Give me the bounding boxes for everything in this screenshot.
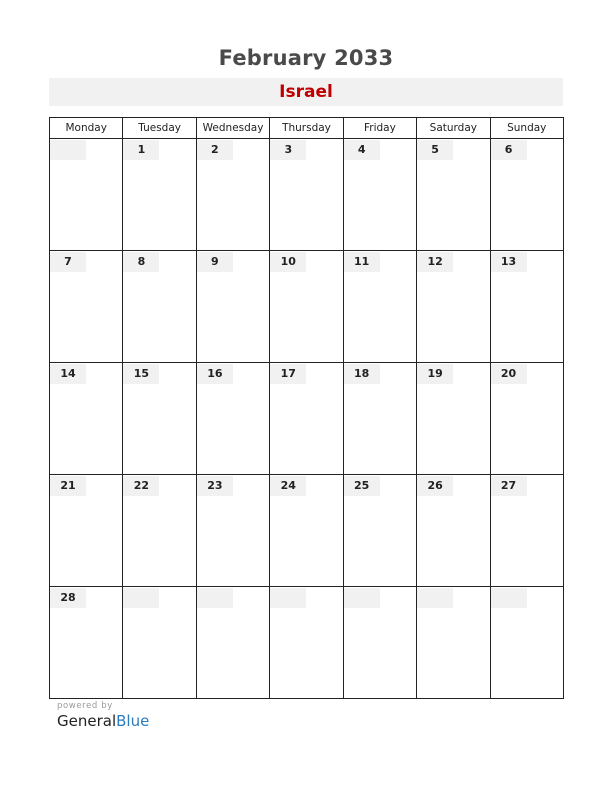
day-cell [270,475,343,587]
day-cell [50,251,123,363]
day-number: 26 [417,476,453,496]
week-row [50,587,564,699]
day-cell [417,139,490,251]
day-number: 17 [270,364,306,384]
day-number: 7 [50,252,86,272]
day-number: 21 [50,476,86,496]
day-number: 20 [491,364,527,384]
day-number: 9 [197,252,233,272]
weekday-tuesday: Tuesday [123,118,196,139]
country-banner [49,78,563,106]
day-number: 25 [344,476,380,496]
week-row [50,363,564,475]
week-row [50,251,564,363]
day-number: 23 [197,476,233,496]
day-number [270,588,306,608]
calendar-title: February 2033 [218,46,394,70]
day-cell [196,251,269,363]
day-number: 4 [344,140,380,160]
day-number [344,588,380,608]
week-row [50,139,564,251]
day-number: 13 [491,252,527,272]
day-cell [196,139,269,251]
day-cell [490,363,563,475]
calendar-grid [49,117,564,699]
day-number: 24 [270,476,306,496]
day-cell [343,475,416,587]
day-cell [123,475,196,587]
day-number [417,588,453,608]
footer-branding [57,701,149,730]
day-number: 12 [417,252,453,272]
weekday-sunday: Sunday [490,118,563,139]
weekday-saturday: Saturday [417,118,490,139]
day-number: 18 [344,364,380,384]
country-label: Israel [279,82,333,102]
day-cell [343,587,416,699]
day-cell [490,475,563,587]
weekday-friday: Friday [343,118,416,139]
day-cell [123,139,196,251]
day-number: 8 [123,252,159,272]
weekday-header-row [50,118,564,139]
day-cell [123,363,196,475]
day-number: 22 [123,476,159,496]
day-cell [196,363,269,475]
day-cell [50,363,123,475]
generalblue-logo [57,712,149,730]
day-cell [417,475,490,587]
day-cell [490,251,563,363]
weekday-monday: Monday [50,118,123,139]
day-number: 14 [50,364,86,384]
day-number [123,588,159,608]
day-cell [196,475,269,587]
day-number [491,588,527,608]
day-cell [50,475,123,587]
day-cell [270,139,343,251]
day-number: 1 [123,140,159,160]
weekday-thursday: Thursday [270,118,343,139]
day-cell [343,251,416,363]
day-cell [270,363,343,475]
day-cell [123,587,196,699]
day-number: 10 [270,252,306,272]
day-cell [50,139,123,251]
day-number: 28 [50,588,86,608]
powered-by-text: powered by [57,701,113,711]
brand-blue: Blue [116,712,150,730]
day-number: 2 [197,140,233,160]
day-cell [270,587,343,699]
day-cell [490,587,563,699]
day-cell [490,139,563,251]
day-cell [417,251,490,363]
day-cell [196,587,269,699]
day-number [50,140,86,160]
day-number: 15 [123,364,159,384]
day-cell [50,587,123,699]
day-number: 19 [417,364,453,384]
day-cell [343,139,416,251]
day-number: 11 [344,252,380,272]
day-number: 5 [417,140,453,160]
day-number: 3 [270,140,306,160]
day-number: 27 [491,476,527,496]
day-cell [270,251,343,363]
day-cell [417,587,490,699]
brand-general: General [57,712,117,730]
day-cell [123,251,196,363]
weekday-wednesday: Wednesday [196,118,269,139]
day-number [197,588,233,608]
week-row [50,475,564,587]
day-number: 6 [491,140,527,160]
day-cell [343,363,416,475]
day-cell [417,363,490,475]
day-number: 16 [197,364,233,384]
